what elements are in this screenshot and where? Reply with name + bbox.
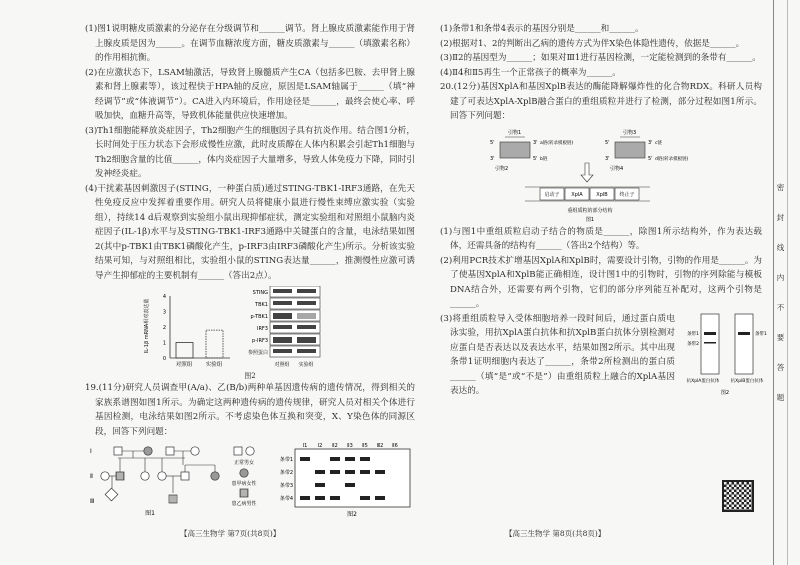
gel-band [375,496,385,500]
male-symbol [181,472,189,480]
strand-label: c链 [655,140,662,146]
female-symbol [191,447,199,455]
unknown-sex-symbol [105,488,118,501]
y-tick-label: 2 [162,325,166,331]
fig1-caption: 图1 [585,216,595,223]
gel-row-label: 条带3 [279,483,293,489]
left-column [85,22,415,518]
q20-part3: (3)将重组质粒导入受体细胞培养一段时间后，通过蛋白质电泳实验，用抗XplA蛋白抗体和抗XplB蛋白抗体分别检测对应蛋白是否表达以及表达水平，结果如图2所示。其中出现条带1证明细胞内表达了______，条带2所检测出的蛋白质______（填“是”或“不是”）由重组质粒上融合的XplA基因表达的。 [440,313,675,396]
strip-char: 要 [776,333,785,342]
strand-label: a链(转录模板链) [540,140,574,146]
strip-char: 答 [776,363,785,372]
primer-label: 引物3 [623,129,637,136]
q18-part1: (1)图1说明糖皮质激素的分泌存在分级调节和______调节。肾上腺皮质激素能作用于肾上腺皮质是因为______。在调节血糖浓度方面，糖皮质激素与______（填激素名称）的作用相抗衡。 [85,24,415,63]
q20-part2: (2)利用PCR技术扩增基因XplA和XplB时，需要设计引物，引物的作用是______。为了使基因XplA和XplB能正确相连，设计图1中的引物时，引物的序列除能与模板DNA结合外，还需要有两个引物，它们的部分序列能互补配对，这两个引物是______。 [440,255,762,309]
female-symbol [158,472,166,480]
male-symbol [240,489,248,497]
gel-band [345,457,355,461]
generation-label: Ⅱ [90,473,93,480]
right-column [440,22,767,402]
protein-band [704,342,716,344]
gel-band [360,470,370,474]
dna-fragment [500,142,530,158]
protein-band [704,332,716,335]
blot-col-label: 对照组 [274,362,290,368]
blot-row-label: IRF3 [256,326,268,332]
q19-part1: (1)条带1和条带4表示的基因分别是______和______。 [440,24,644,34]
pedigree-caption: 图1 [145,510,155,517]
primer-label: 引物4 [610,165,624,172]
female-symbol [101,472,109,480]
blot-row-label: TBK1 [255,302,268,308]
band1-label: 条带1 [687,331,699,337]
y-axis-label: IL-1β mRNA相对表达量 [144,298,150,354]
q19-part4: (4)Ⅱ4和Ⅱ5再生一个正常孩子的概率为______。 [440,67,621,78]
legend-disease-a-female: 患甲病女性 [231,481,257,487]
blot-row-label: p-IRF3 [252,338,268,344]
plasmid-part-label: 终止子 [619,191,635,198]
bar [176,343,193,359]
q19-intro: 19.(11分)研究人员调查甲(A/a)、乙(B/b)两种单基因遗传病的遗传情况，得到相关的家族系谱图如图1所示。为确定这两种遗传病的遗传规律，研究人员对相关个体进行基因检测，电泳结果如图2所示。不考虑染色体互换和突变，X、Y染色体的同源区段，回答下列问题： [85,383,415,437]
blot-row-label: STING [252,290,268,296]
plasmid-title: 重组质粒的部分结构 [567,207,613,214]
gel-row-label: 条带4 [279,496,293,502]
end-label: 5' [533,155,538,162]
strand-label: b链 [540,156,548,162]
blot-band [273,289,292,293]
gel-band [315,470,325,474]
blot-band [273,337,292,343]
male-symbol [169,495,177,503]
gel-row-label: 条带1 [279,457,293,463]
blot-band [297,313,316,319]
gel-band [330,457,340,461]
plasmid-part-label: 启动子 [544,191,560,198]
x-tick-label: 对照组 [175,362,193,368]
lane1-label: 抗XplA蛋白抗体 [686,378,720,384]
gel-caption: 图2 [347,511,357,518]
q18-part4: (4)干扰素基因刺激因子(STING，一种蛋白质)通过STING-TBK1-IRF3通路，在先天性免疫反应中发挥着重要作用。研究人员将健康小鼠进行慢性束缚应激实验（实验组），持续14 d后观察到实验组小鼠出现抑郁症状，测定实验组和对照组小鼠脑内炎症因子(IL-1β)水平与及STING-TBK1-IRF3通路中关键蛋白的含量，电泳结果如图2(其中p-TBK1由TBK1磷酸化产生，p-IRF3由IRF3磷酸化产生)所示。分析该实验结果可知，与对照组相比，实验组小鼠的STING表达量______，推测慢性应激可诱导产生抑郁症的主要机制有______（答出2点）。 [85,183,415,281]
strip-char: 内 [776,273,785,282]
gel-col-label: Ⅱ6 [392,443,398,449]
strip-char: 不 [776,303,785,312]
female-symbol [144,447,152,455]
lane2-label: 抗XplB蛋白抗体 [730,378,764,384]
end-label: 5' [648,155,653,162]
footer-page7: 【高三生物学 第7页(共8页)】 [180,529,281,538]
blot-row-label: p-TBK1 [250,314,268,320]
gel-electrophoresis [280,443,410,518]
x-tick-label: 实验组 [205,362,223,368]
blot-band [297,349,316,353]
gel-band [315,496,325,500]
gel-band [330,470,340,474]
q18-part2: (2)在应激状态下，LSAM轴激活，导致肾上腺髓质产生CA（包括多巴胺、去甲肾上腺素和肾上腺素等），该过程快于HPA轴的反应，原因是LSAM轴属于______（填“神经调节”或“体液调节”）。CA进入内环境后，作用途径是______，最终会使心率、呼吸加快，血糖升高等，导致机体能量供应快速增加。 [85,67,415,121]
gel-band [315,483,325,487]
lane-xpla [701,314,719,374]
figure-2-chart-blot [140,286,340,371]
y-tick-label: 3 [162,309,166,316]
male-symbol [116,472,124,480]
blot-band [273,349,292,353]
fig2-caption: 图2 [244,372,256,380]
female-symbol [141,472,149,480]
gel-col-label: Ⅲ2 [376,443,384,449]
pedigree-and-gel [90,443,420,518]
blot-band [297,325,316,329]
plasmid-part-label: XplA [571,191,583,198]
male-symbol [234,447,242,455]
end-label: 3' [533,139,538,146]
western-blot [248,286,320,368]
blot-band [297,337,316,343]
strip-char: 密 [776,183,785,192]
q20-part3-row [440,312,767,402]
female-symbol [246,447,254,455]
fig2-caption-right: 图2 [720,389,730,396]
blot-band [273,325,292,329]
seal-line-strip [773,0,788,565]
gel-row-label: 条带2 [279,470,293,476]
end-label: 3' [490,155,495,162]
q19-part3: (3)Ⅱ2的基因型为______；如果对Ⅲ1进行基因检测，一定能检测到的条带有______。 [440,53,761,63]
male-symbol [166,447,174,455]
female-symbol [211,472,219,480]
gel-band [300,496,310,500]
y-tick-label: 1 [162,340,166,347]
gel-col-label: Ⅱ5 [362,443,368,449]
blot-col-label: 实验组 [298,362,314,368]
down-arrow [581,163,593,182]
gel-band [360,457,370,461]
y-tick-label: 4 [162,294,166,300]
strip-char: 线 [776,243,785,252]
gel-col-label: Ⅰ2 [317,443,323,449]
end-label: 5' [490,139,495,146]
female-symbol [240,469,248,477]
generation-label: Ⅲ [90,498,95,505]
blot-band [297,289,316,293]
footer-page8: 【高三生物学 第8页(共8页)】 [505,529,606,538]
band1-label-right: 条带1 [755,331,767,337]
dna-fragment [615,142,645,158]
lane-xplb [735,314,753,374]
strand-label: d链(转录模板链) [655,156,689,162]
gel-band [375,470,385,474]
blot-row-label: 参照蛋白 [247,350,268,356]
q20-intro: 20.(12分)基因XplA和基因XplB表达的酶能降解爆炸性的化合物RDX。科研人员构建了可表达XplA-XplB融合蛋白的重组质粒并进行了检测，部分过程如图1所示。回答下列问题： [440,82,762,121]
gel-band [345,470,355,474]
pedigree-chart [90,447,257,517]
gel-col-label: Ⅰ1 [302,443,308,449]
end-label: 3' [605,155,610,162]
gel-band [360,496,370,500]
end-label: 5' [605,139,610,146]
gel-col-label: Ⅱ3 [347,443,353,449]
primer-label: 引物2 [495,165,509,172]
blot-band [297,301,316,305]
generation-label: Ⅰ [90,448,92,455]
protein-band [738,332,750,335]
gel-band [345,483,355,487]
blot-band [273,301,292,305]
q19-part2: (2)根据对1、2的判断出乙病的遗传方式为伴X染色体隐性遗传，依据是______。 [440,38,745,49]
qr-code [722,480,754,512]
figure-1-plasmid [480,128,705,223]
legend-disease-b-male: 患乙病男性 [231,501,257,507]
bar [206,330,223,358]
q18-part3: (3)Th1细胞能释放炎症因子，Th2细胞产生的细胞因子具有抗炎作用。结合图1分析，长时间处于压力状态下会形成慢性应激，此时皮质醇在人体内积累会引起Th1细胞与Th2细胞含量的比值______，体内炎症因子大量增多，导致人体免疫力下降，同时引发神经炎症。 [85,125,415,179]
gel-col-label: Ⅱ2 [332,443,338,449]
primer-label: 引物1 [508,129,522,136]
strip-char: 题 [776,393,785,402]
strip-char: 封 [776,213,785,222]
y-tick-label: 0 [162,356,166,362]
band2-label: 条带2 [687,341,699,347]
end-label: 3' [648,139,653,146]
il1b-bar-chart [143,294,230,368]
plasmid-part-label: XplB [596,191,608,198]
gel-band [300,457,310,461]
gel-band [330,496,340,500]
legend-normal: 正常男女 [233,460,255,466]
male-symbol [114,447,122,455]
blot-band [273,313,292,319]
figure-2-protein-gel [679,312,772,402]
q20-part1: (1)与图1中重组质粒启动子结合的物质是______，除图1所示结构外，作为表达载体，还需具备的结构有______（答出2个结构）等。 [440,226,762,251]
